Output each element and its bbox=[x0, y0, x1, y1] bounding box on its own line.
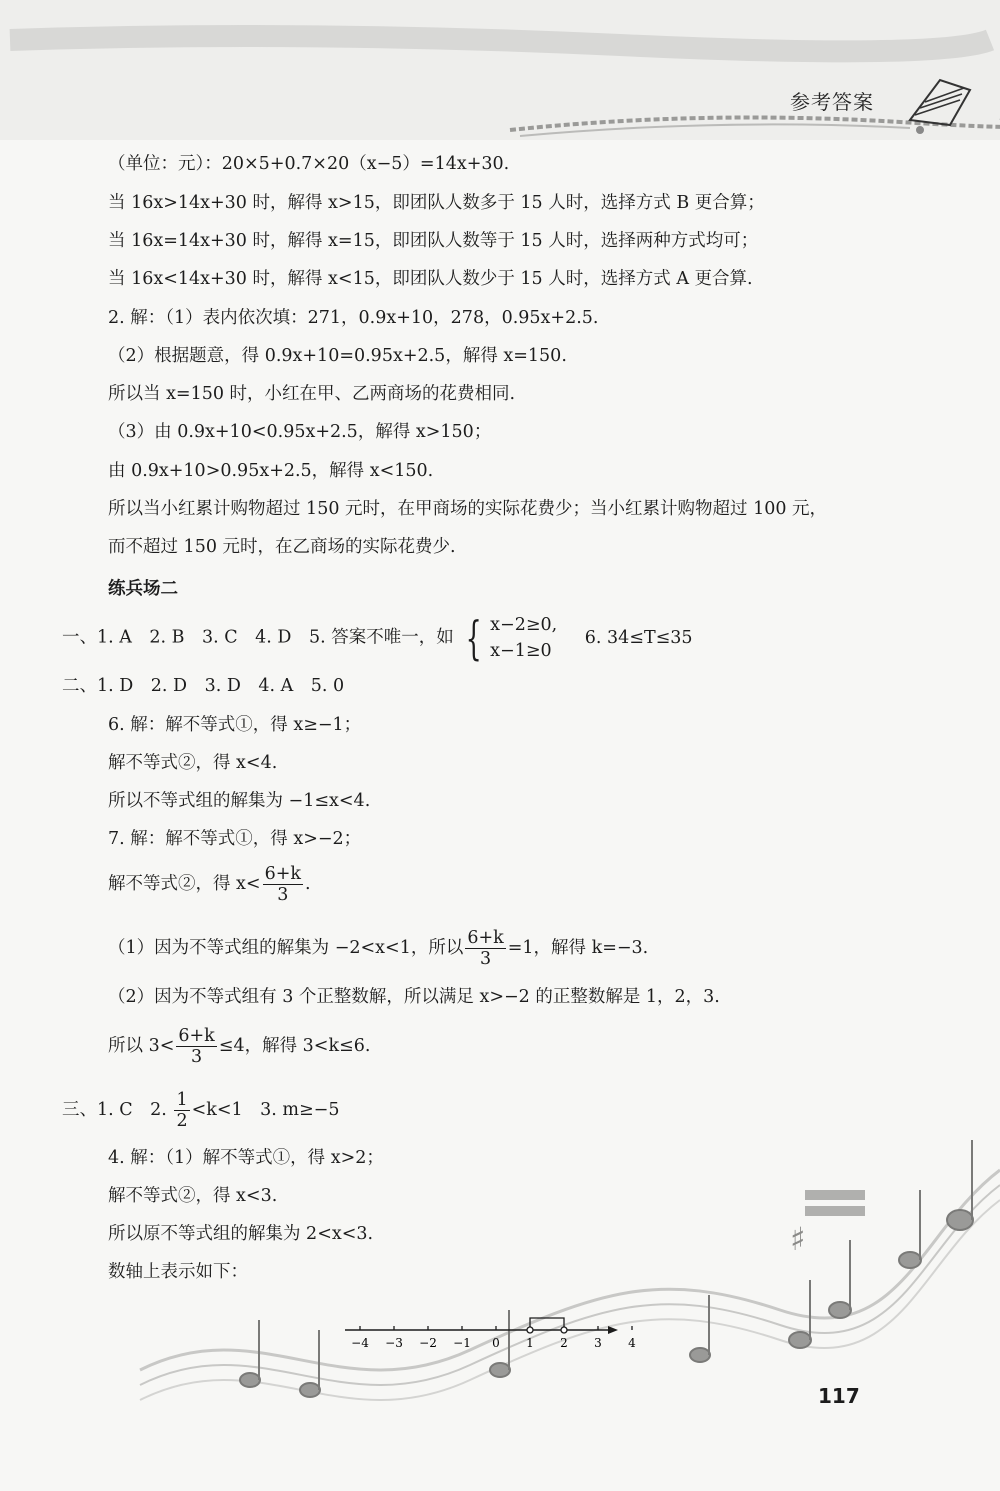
answer-line: 由 0.9x+10>0.95x+2.5，解得 x<150. bbox=[108, 461, 434, 481]
answer-line: 所以不等式组的解集为 −1≤x<4. bbox=[108, 791, 371, 811]
part-two-answers: 二、1. D 2. D 3. D 4. A 5. 0 bbox=[62, 676, 345, 696]
svg-text:♯: ♯ bbox=[790, 1220, 806, 1258]
brace-symbol: { bbox=[465, 611, 482, 665]
fraction-numerator: 6+k bbox=[178, 1026, 215, 1046]
system-line-bottom: x−1≥0 bbox=[490, 641, 552, 661]
part-one-prefix: 一、1. A 2. B 3. C 4. D 5. 答案不唯一，如 bbox=[62, 627, 454, 648]
line-text: . bbox=[305, 874, 311, 894]
number-line-tick-label: 4 bbox=[628, 1336, 636, 1350]
answer-line: （单位：元）：20×5+0.7×20（x−5）=14x+30. bbox=[108, 154, 510, 174]
fraction-denominator: 3 bbox=[277, 885, 289, 905]
music-notes-decoration bbox=[140, 1110, 1000, 1450]
answer-line: 而不超过 150 元时，在乙商场的实际花费少. bbox=[108, 537, 456, 557]
answer-line: 所以当 x=150 时，小红在甲、乙两商场的花费相同. bbox=[108, 384, 516, 404]
number-line-tick-label: −1 bbox=[453, 1336, 471, 1350]
number-line-tick-label: −2 bbox=[419, 1336, 437, 1350]
number-line-tick-label: 3 bbox=[594, 1336, 602, 1350]
line-text: =1，解得 k=−3. bbox=[507, 938, 649, 958]
answer-line: 6. 解：解不等式①，得 x≥−1； bbox=[108, 715, 362, 735]
number-line-tick-label: 0 bbox=[492, 1336, 500, 1350]
answer-line: 当 16x=14x+30 时，解得 x=15，即团队人数等于 15 人时，选择两种方式均可； bbox=[108, 231, 759, 251]
part-one-answers bbox=[62, 612, 693, 664]
fraction-numerator: 6+k bbox=[467, 928, 504, 948]
chair-illustration-icon bbox=[900, 60, 980, 140]
number-line-tick-label: −3 bbox=[385, 1336, 403, 1350]
answer-line-fraction bbox=[108, 864, 311, 905]
answer-line: 2. 解：（1）表内依次填：271，0.9x+10，278，0.95x+2.5. bbox=[108, 308, 599, 328]
answer-line: 7. 解：解不等式①，得 x>−2； bbox=[108, 829, 362, 849]
answer-line-fraction bbox=[108, 1026, 370, 1067]
line-text: 解不等式②，得 x< bbox=[108, 874, 261, 894]
page-number: 117 bbox=[818, 1384, 860, 1408]
answer-line: 所以当小红累计购物超过 150 元时，在甲商场的实际花费少；当小红累计购物超过 100 元， bbox=[108, 499, 828, 519]
fraction-denominator: 3 bbox=[479, 949, 492, 969]
fraction bbox=[465, 928, 505, 969]
fraction-numerator: 1 bbox=[176, 1090, 188, 1110]
answer-line: 解不等式②，得 x<3. bbox=[108, 1186, 278, 1206]
answer-line: 数轴上表示如下： bbox=[108, 1262, 248, 1282]
fraction-denominator: 3 bbox=[191, 1047, 203, 1067]
fraction-denominator: 2 bbox=[176, 1111, 188, 1131]
number-line-tick-label: −4 bbox=[351, 1336, 369, 1350]
answer-line: 4. 解：（1）解不等式①，得 x>2； bbox=[108, 1148, 384, 1168]
section-title: 练兵场二 bbox=[108, 579, 178, 599]
answer-line: （2）因为不等式组有 3 个正整数解，所以满足 x>−2 的正整数解是 1，2，3. bbox=[108, 987, 720, 1007]
number-line-tick-label: 2 bbox=[560, 1336, 568, 1350]
system-line-top: x−2≥0, bbox=[490, 615, 558, 635]
line-text: <k<1 3. m≥−5 bbox=[191, 1100, 340, 1120]
answer-line: 当 16x>14x+30 时，解得 x>15，即团队人数多于 15 人时，选择方式 B 更合算； bbox=[108, 193, 765, 213]
inequality-system bbox=[459, 612, 557, 664]
answer-line: 解不等式②，得 x<4. bbox=[108, 753, 278, 773]
header-title: 参考答案 bbox=[790, 90, 874, 114]
line-text: 三、1. C 2. bbox=[62, 1100, 167, 1120]
part-one-suffix: 6. 34≤T≤35 bbox=[584, 627, 693, 648]
header-decoration bbox=[0, 0, 1000, 150]
answer-line: 所以原不等式组的解集为 2<x<3. bbox=[108, 1224, 374, 1244]
line-text: ≤4，解得 3<k≤6. bbox=[218, 1036, 371, 1056]
fraction-numerator: 6+k bbox=[264, 864, 302, 884]
line-text: （1）因为不等式组的解集为 −2<x<1，所以 bbox=[108, 938, 464, 958]
fraction bbox=[176, 1026, 216, 1067]
answer-line: 当 16x<14x+30 时，解得 x<15，即团队人数少于 15 人时，选择方式 A 更合算. bbox=[108, 269, 753, 289]
line-text: 所以 3< bbox=[108, 1036, 175, 1056]
fraction bbox=[263, 864, 303, 905]
answer-line-fraction bbox=[108, 928, 648, 969]
number-line-tick-label: 1 bbox=[526, 1336, 534, 1350]
number-line bbox=[340, 1300, 636, 1360]
answer-line: （3）由 0.9x+10<0.95x+2.5，解得 x>150； bbox=[108, 422, 492, 442]
answer-line: （2）根据题意，得 0.9x+10=0.95x+2.5，解得 x=150. bbox=[108, 346, 567, 366]
